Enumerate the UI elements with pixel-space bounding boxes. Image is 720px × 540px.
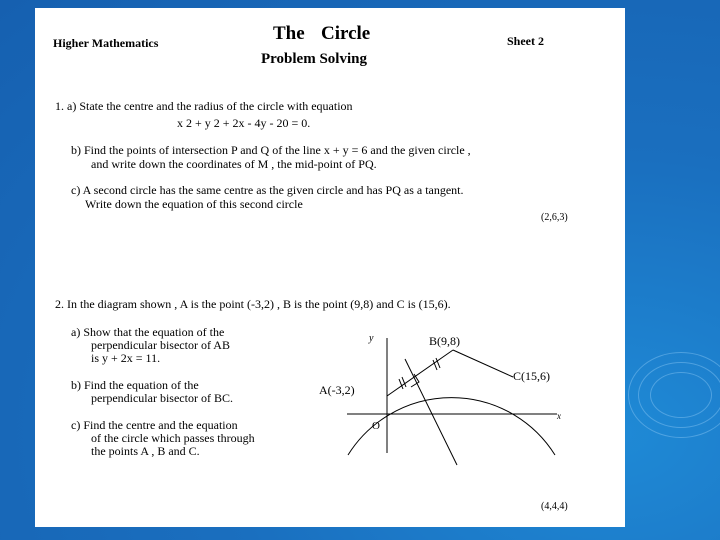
q2-a-text: a) Show that the equation of the xyxy=(71,325,225,339)
q2-a-text-3: is y + 2x = 11. xyxy=(91,351,161,365)
q1-b-text-2: and write down the coordinates of M , the mid-point of PQ. xyxy=(91,157,377,171)
point-b-label: B(9,8) xyxy=(429,334,460,348)
q2-intro: 2. In the diagram shown , A is the point (-3,2) , B is the point (9,8) and C is (15,6). xyxy=(55,297,451,311)
y-axis-label: y xyxy=(369,333,374,344)
title-the: The xyxy=(273,23,305,44)
q2-b-text-2: perpendicular bisector of BC. xyxy=(91,391,233,405)
q2-marks: (4,4,4) xyxy=(541,501,568,512)
q2-c-text-3: the points A , B and C. xyxy=(91,444,200,458)
point-c-label: C(15,6) xyxy=(513,369,550,383)
q2-c-text-2: of the circle which passes through xyxy=(91,431,255,445)
q1-b-text: b) Find the points of intersection P and Q of the line x + y = 6 and the given circle , xyxy=(71,143,471,157)
chord-bc xyxy=(453,350,513,377)
circle-diagram xyxy=(35,8,625,527)
perpendicular-bisector-ab xyxy=(405,359,457,465)
background-ripple xyxy=(628,352,720,438)
sheet-number: Sheet 2 xyxy=(507,34,544,48)
q1-a-text: 1. a) State the centre and the radius of the circle with equation xyxy=(55,99,353,113)
q1-marks: (2,6,3) xyxy=(541,212,568,223)
q1-c-text: c) A second circle has the same centre as the given circle and has PQ as a tangent. xyxy=(71,183,464,197)
point-a-label: A(-3,2) xyxy=(319,383,355,397)
q1-a-equation: x 2 + y 2 + 2x - 4y - 20 = 0. xyxy=(177,116,311,130)
course-label: Higher Mathematics xyxy=(53,36,159,50)
q2-c-text: c) Find the centre and the equation xyxy=(71,418,238,432)
origin-label: O xyxy=(372,420,380,432)
x-axis-label: x xyxy=(557,411,561,421)
subtitle: Problem Solving xyxy=(261,51,367,67)
q1-c-text-2: Write down the equation of this second circle xyxy=(85,197,303,211)
q2-a-text-2: perpendicular bisector of AB xyxy=(91,338,230,352)
q2-b-text: b) Find the equation of the xyxy=(71,378,199,392)
title-circle: Circle xyxy=(321,23,371,44)
worksheet-page xyxy=(35,8,625,527)
